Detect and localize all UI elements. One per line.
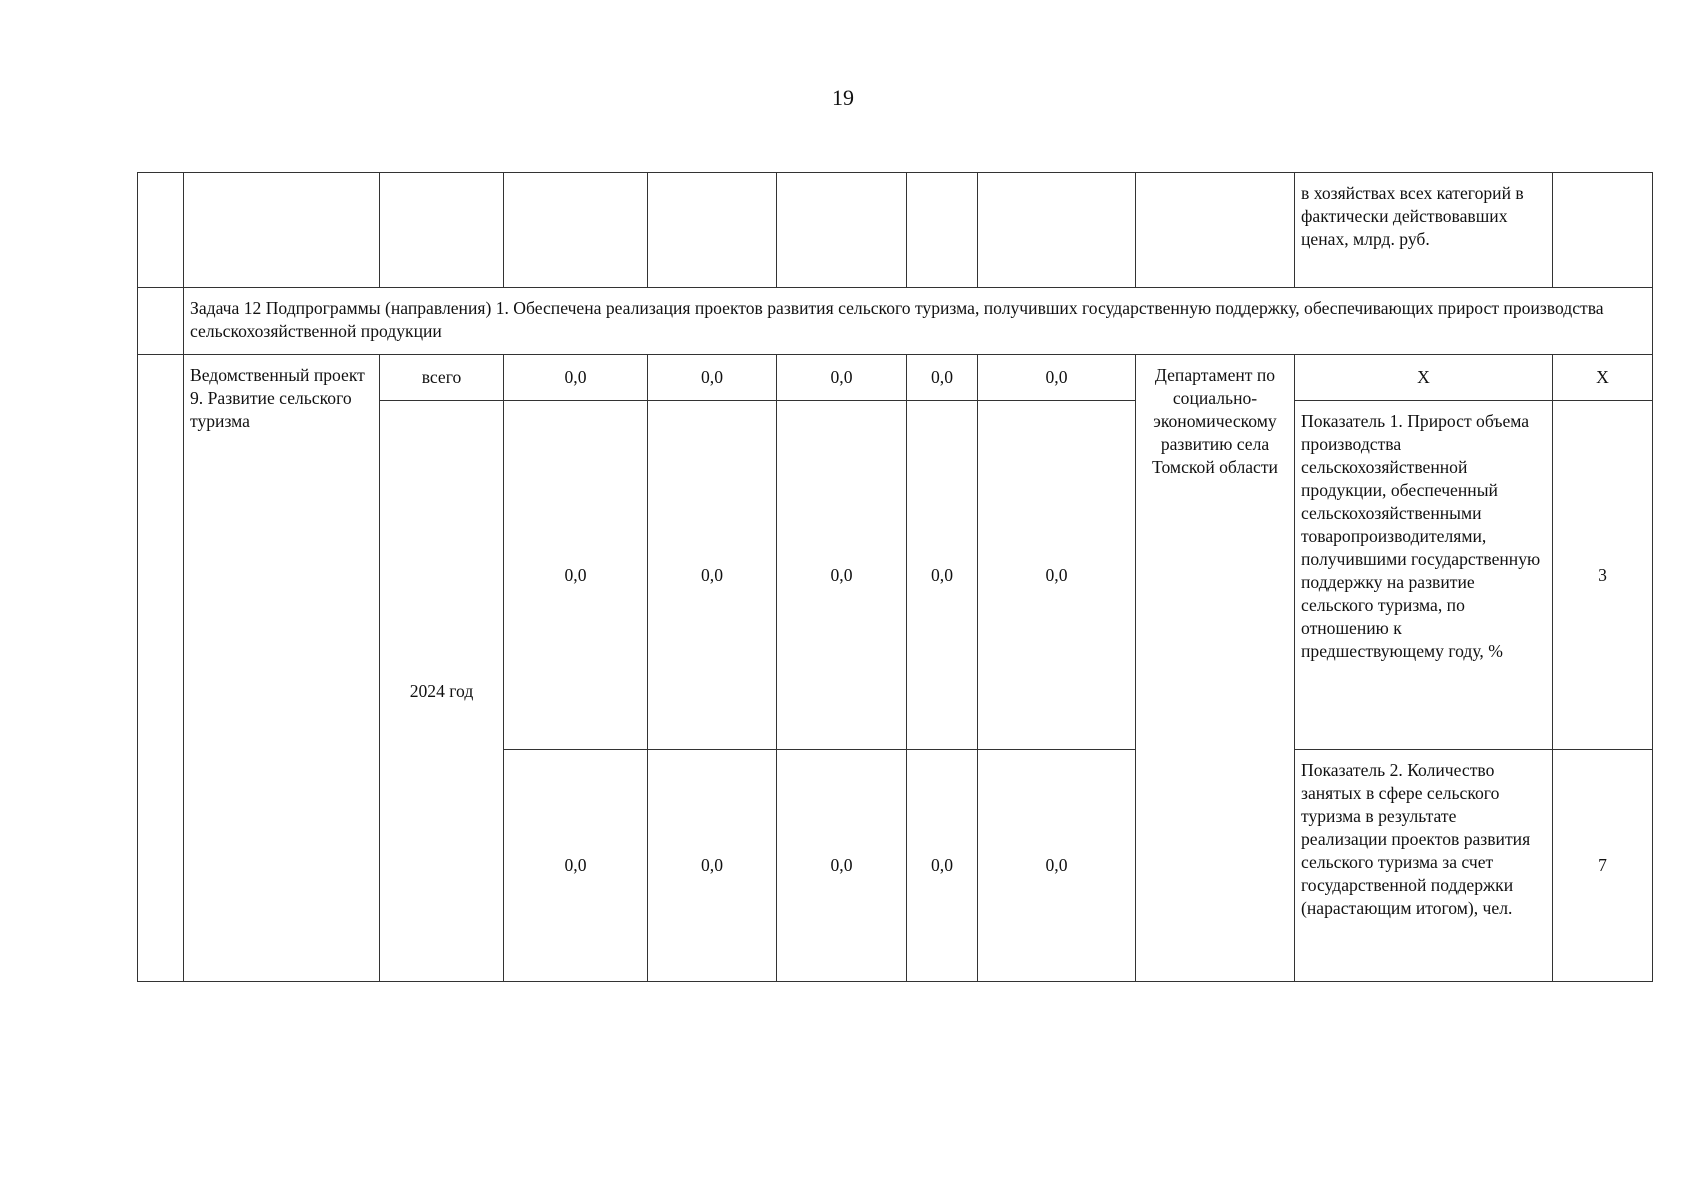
total-indicator: Х <box>1295 355 1553 401</box>
cell-value <box>648 173 777 288</box>
year-label: 2024 год <box>380 401 504 982</box>
executor: Департамент по социально-экономическому развитию села Томской области <box>1136 355 1295 982</box>
table-row-task <box>138 288 1653 355</box>
indicator-2: Показатель 2. Количество занятых в сфере сельского туризма в результате реализации проектов развития сельского туризма за счет государственной поддержки (нарастающим итогом), чел. <box>1295 750 1553 982</box>
row1-value: 0,0 <box>978 401 1136 750</box>
cell-value <box>504 173 648 288</box>
page-number: 19 <box>832 85 854 110</box>
total-value: 0,0 <box>504 355 648 401</box>
cell-period <box>380 173 504 288</box>
row1-value: 0,0 <box>907 401 978 750</box>
cell-indicator: в хозяйствах всех категорий в фактически действовавших ценах, млрд. руб. <box>1295 173 1553 288</box>
row1-value: 0,0 <box>504 401 648 750</box>
indicator-1: Показатель 1. Прирост объема производства сельскохозяйственной продукции, обеспеченный сельскохозяйственными товаропроизводителями, получившими государственную поддержку на развитие сельского туризма, по отношению к предшествующему году, % <box>1295 401 1553 750</box>
total-value: 0,0 <box>978 355 1136 401</box>
indicator-1-value: 3 <box>1553 401 1653 750</box>
table-row-project-total <box>138 355 1653 401</box>
project-name: Ведомственный проект 9. Развитие сельского туризма <box>184 355 380 982</box>
program-table <box>137 172 1653 982</box>
row2-value: 0,0 <box>648 750 777 982</box>
cell-indicator-value <box>1553 173 1653 288</box>
row1-value: 0,0 <box>648 401 777 750</box>
indicator-2-value: 7 <box>1553 750 1653 982</box>
row1-value: 0,0 <box>777 401 907 750</box>
cell-number <box>138 355 184 982</box>
total-value: 0,0 <box>648 355 777 401</box>
row2-value: 0,0 <box>777 750 907 982</box>
cell-name <box>184 173 380 288</box>
total-label: всего <box>380 355 504 401</box>
cell-value <box>907 173 978 288</box>
row2-value: 0,0 <box>978 750 1136 982</box>
row2-value: 0,0 <box>504 750 648 982</box>
row2-value: 0,0 <box>907 750 978 982</box>
total-indicator-value: Х <box>1553 355 1653 401</box>
total-value: 0,0 <box>907 355 978 401</box>
cell-value <box>978 173 1136 288</box>
cell-number <box>138 173 184 288</box>
total-value: 0,0 <box>777 355 907 401</box>
cell-executor <box>1136 173 1295 288</box>
table-row-continuation <box>138 173 1653 288</box>
cell-number <box>138 288 184 355</box>
task-heading: Задача 12 Подпрограммы (направления) 1. Обеспечена реализация проектов развития сельского туризма, получивших государственную поддержку, обеспечивающих прирост производства сельскохозяйственной продукции <box>184 288 1653 355</box>
cell-value <box>777 173 907 288</box>
